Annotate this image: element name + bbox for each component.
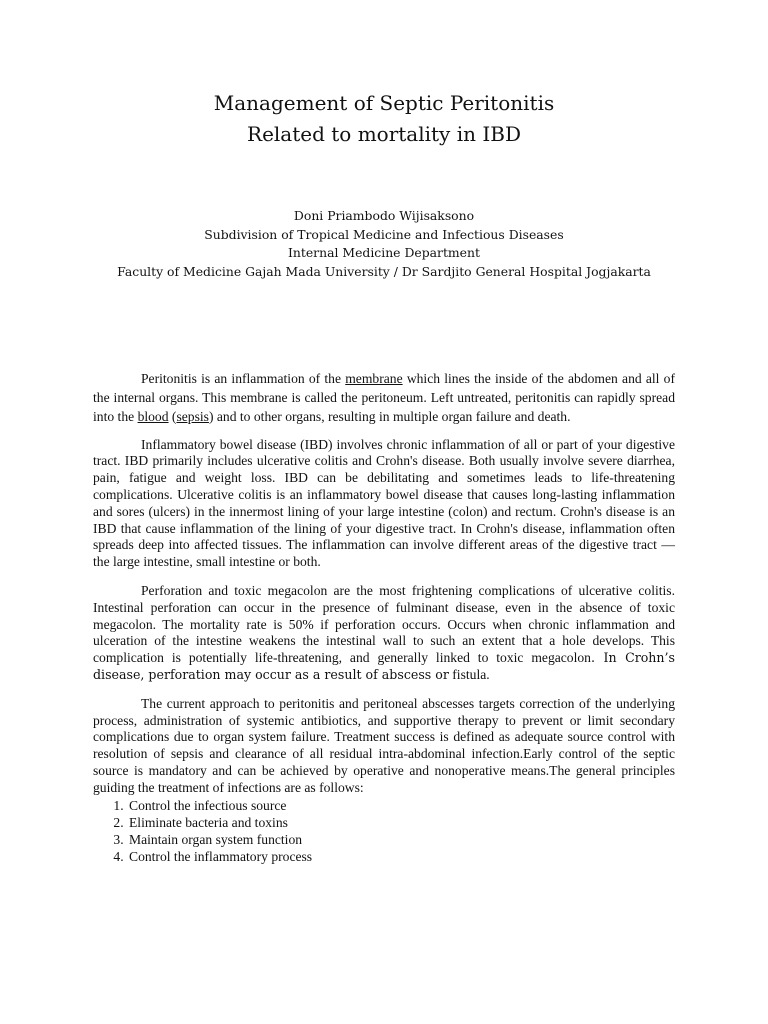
- p1-text-2: which lines the inside of the abdomen and all of the internal organs. This membrane is called the peritoneum. Left untreated, peritonitis can rapidly spread into the: [93, 371, 675, 425]
- paragraph-ibd: Inflammatory bowel disease (IBD) involves chronic inflammation of all or part of your digestive tract. IBD primarily includes ulcerative colitis and Crohn's disease. Both usually involve severe diarrhea, pain, fatigue and weight loss. IBD can be debilitating and sometimes leads to life-threatening complications. Ulcerative colitis is an inflammatory bowel disease that causes long-lasting inflammation and sores (ulcers) in the innermost lining of your large intestine (colon) and rectum. Crohn's disease is an IBD that cause inflammation of the lining of your digestive tract. In Crohn's disease, inflammation often spreads deep into affected tissues. The inflammation can involve different areas of the digestive tract — the large intestine, small intestine or both.: [93, 436, 675, 570]
- sepsis-link[interactable]: sepsis: [176, 409, 209, 425]
- p1-text-4: ) and to other organs, resulting in multiple organ failure and death.: [208, 409, 571, 425]
- list-item: 4. Control the inflammatory process: [127, 848, 675, 865]
- p3-text-1: Perforation and toxic megacolon are the most frightening complications of ulcerative colitis. Intestinal perforation can occur in the presence of fulminant disease, even in the absence of toxic megacolon. The mortality rate is 50% if perforation occurs. Occurs when chronic inflammation and ulceration of the intestine weakens the intestinal wall to such an extent that a hole develops. This complication is potentially life-threatening, and generally linked to toxic megacolon: [93, 582, 675, 666]
- paragraph-peritonitis: [93, 369, 675, 427]
- title-line-1: Management of Septic Peritonitis: [213, 91, 555, 115]
- document-body: [93, 369, 675, 865]
- list-item: 2. Eliminate bacteria and toxins: [127, 814, 675, 831]
- author-name: Doni Priambodo Wijisaksono: [293, 208, 475, 223]
- list-item: 3. Maintain organ system function: [127, 831, 675, 848]
- blood-link[interactable]: blood: [137, 409, 169, 425]
- author-affiliation: Faculty of Medicine Gajah Mada University / Dr Sardjito General Hospital Jogjakarta: [117, 263, 651, 279]
- list-item: 1. Control the infectious source: [127, 797, 675, 814]
- p1-text-1: Peritonitis is an inflammation of the: [141, 371, 346, 386]
- paragraph-perforation: [93, 583, 675, 684]
- p3-text-2: . In Crohn’s disease, perforation may occur as a result of abscess or: [93, 650, 675, 682]
- membrane-link[interactable]: membrane: [345, 371, 403, 386]
- author-block: [0, 207, 768, 281]
- p1-text-3: (: [168, 409, 177, 425]
- author-department: Internal Medicine Department: [288, 245, 480, 260]
- principles-list: [93, 797, 675, 865]
- paragraph-treatment: The current approach to peritonitis and peritoneal abscesses targets correction of the underlying process, administration of systemic antibiotics, and supportive therapy to prevent or limit secondary complications due to organ system failure. Treatment success is defined as adequate source control with resolution of sepsis and clearance of all residual intra-abdominal infection.Early control of the septic source is mandatory and can be achieved by operative and nonoperative means.The general principles guiding the treatment of infections are as follows:: [93, 695, 675, 795]
- author-subdivision: Subdivision of Tropical Medicine and Infectious Diseases: [204, 226, 564, 242]
- p3-text-3: fistula.: [448, 666, 490, 682]
- document-title: [0, 88, 768, 150]
- title-line-2: Related to mortality in IBD: [247, 122, 521, 146]
